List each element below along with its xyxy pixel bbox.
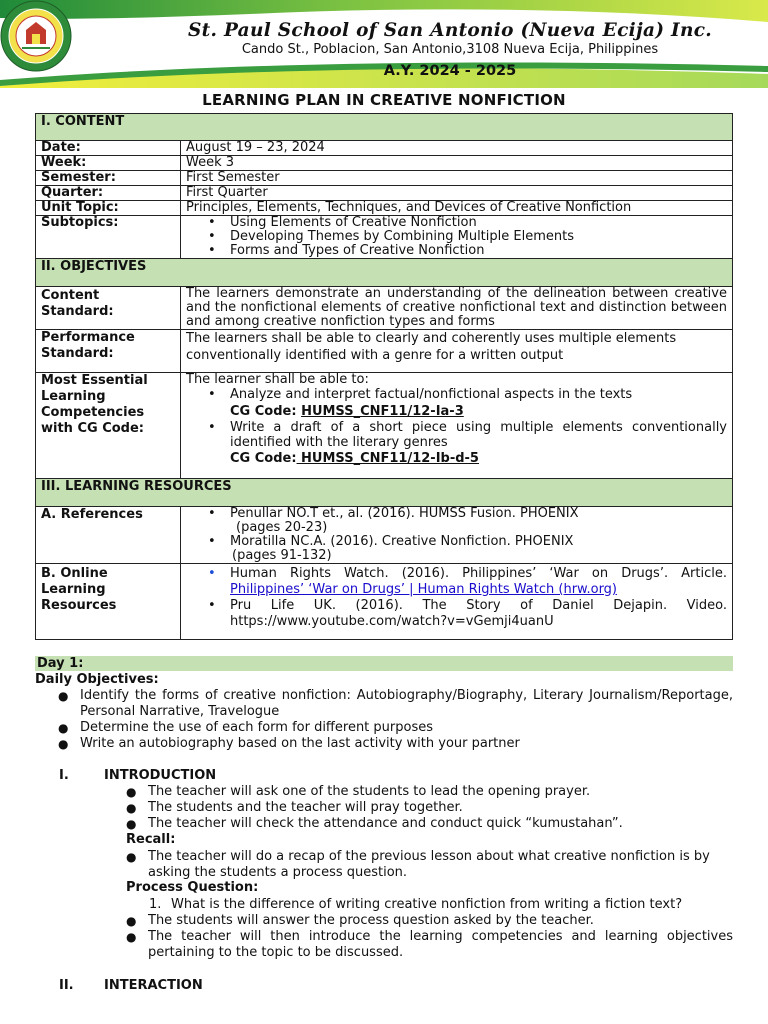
online-resources-cell (181, 564, 733, 640)
table-row (36, 564, 733, 640)
table-row (36, 287, 733, 330)
cg-label: CG Code: (230, 404, 297, 419)
row-label: Week: (36, 156, 181, 171)
table-row (36, 507, 733, 564)
document-title: LEARNING PLAN IN CREATIVE NONFICTION (202, 91, 566, 109)
list-item: ● Write an autobiography based on the last activity with your partner (58, 736, 733, 752)
daily-objectives-label (35, 672, 159, 688)
list-item: • Using Elements of Creative Nonfiction (208, 216, 727, 230)
row-label: Content Standard: (36, 287, 181, 330)
table-row (36, 201, 733, 216)
list-item: ● Determine the use of each form for different purposes (58, 720, 733, 736)
list-item (208, 598, 727, 630)
table-row (36, 171, 733, 186)
section-heading: III. LEARNING RESOURCES (36, 479, 733, 507)
cg-code-1 (186, 403, 727, 420)
reference-pages: (pages 20-23) (236, 520, 328, 535)
table-row (36, 186, 733, 201)
reference-text: • Moratilla NC.A. (2016). Creative Nonfiction. PHOENIX (230, 534, 574, 549)
recall-label (126, 832, 175, 848)
section-number: I. (59, 768, 69, 783)
list-item: • Analyze and interpret factual/nonfictional aspects in the texts (208, 387, 727, 403)
school-address: Cando St., Poblacion, San Antonio,3108 Nueva Ecija, Philippines (241, 42, 659, 57)
list-item (208, 507, 727, 535)
daily-objectives-list (58, 688, 733, 752)
list-item: ● The teacher will then introduce the learning competencies and learning objectives pertaining to the topic to be discussed. (126, 929, 733, 961)
process-question-label (126, 880, 258, 896)
row-label: Unit Topic: (36, 201, 181, 216)
row-label: Performance Standard: (36, 330, 181, 373)
week-value: Week 3 (181, 156, 733, 171)
row-label: B. Online Learning Resources (36, 564, 181, 640)
cg-label: CG Code: (230, 451, 297, 466)
process-question-list (126, 913, 733, 961)
subtopics-list (186, 216, 727, 258)
process-question-text: What is the difference of writing creative nonfiction from writing a fiction text? (171, 897, 683, 912)
reference-pages: (pages 91-132) (232, 548, 332, 563)
list-item: ● The teacher will do a recap of the previous lesson about what creative nonfiction is by asking the students a process question. (126, 849, 733, 881)
list-item: ● The teacher will ask one of the students to lead the opening prayer. (126, 784, 733, 800)
hrw-article-link[interactable]: Philippines’ ‘War on Drugs’ | Human Rights Watch (hrw.org) (230, 582, 618, 597)
row-label: A. References (36, 507, 181, 564)
list-item: ● The students will answer the process question asked by the teacher. (126, 913, 733, 929)
list-item: • Developing Themes by Combining Multiple Elements (208, 230, 727, 244)
process-question-number: 1. (149, 897, 162, 912)
list-item (208, 535, 727, 563)
section-content-row (36, 114, 733, 141)
cg-code-2 (186, 450, 727, 468)
date-value: August 19 – 23, 2024 (181, 141, 733, 156)
section-heading: I. CONTENT (36, 114, 733, 141)
online-resource-text: • Human Rights Watch. (2016). Philippines’ ‘War on Drugs’. Article. (230, 566, 727, 581)
row-label: Subtopics: (36, 216, 181, 259)
recall-heading: Recall: (126, 832, 176, 847)
list-item: ● Identify the forms of creative nonfiction: Autobiography/Biography, Literary Journalism/Reportage, Personal Narrative, Travelogue (58, 688, 733, 720)
table-row (36, 373, 733, 479)
online-resource-text: • Pru Life UK. (2016). The Story of Daniel Dejapin. Video. (230, 598, 727, 613)
references-list (186, 507, 727, 563)
row-label: Date: (36, 141, 181, 156)
list-item: ● The students and the teacher will pray together. (126, 800, 733, 816)
table-row (36, 156, 733, 171)
content-standard-value: The learners demonstrate an understanding of the delineation between creative and the nonfictional elements of creative nonfictional text and distinction between and among creative nonfiction types and forms (181, 287, 733, 330)
section-heading: II. OBJECTIVES (36, 259, 733, 287)
academic-year: A.Y. 2024 - 2025 (383, 63, 517, 79)
cg-code-value: HUMSS_CNF11/12-Ib-d-5 (296, 451, 479, 466)
table-row (36, 330, 733, 373)
process-question-heading: Process Question: (126, 880, 259, 895)
table-row (36, 216, 733, 259)
subtopics-list-cell (181, 216, 733, 259)
section-objectives-row (36, 259, 733, 287)
list-item: • Forms and Types of Creative Nonfiction (208, 244, 727, 258)
quarter-value: First Quarter (181, 186, 733, 201)
melc-list (186, 420, 727, 450)
melc-cell (181, 373, 733, 479)
recall-list (126, 849, 733, 881)
day-heading: Day 1: (35, 656, 733, 671)
online-resources-list (186, 566, 727, 630)
daily-objectives-heading: Daily Objectives: (35, 672, 159, 687)
row-label: Most Essential Learning Competencies with CG Code: (36, 373, 181, 479)
section-resources-row (36, 479, 733, 507)
interaction-heading: INTERACTION (104, 978, 203, 993)
melc-list (186, 387, 727, 403)
references-cell (181, 507, 733, 564)
introduction-list (126, 784, 733, 832)
cg-code-value: HUMSS_CNF11/12-Ia-3 (301, 404, 464, 419)
unit-value: Principles, Elements, Techniques, and Devices of Creative Nonfiction (181, 201, 733, 216)
row-label: Semester: (36, 171, 181, 186)
school-seal (0, 0, 72, 72)
section-number: II. (59, 978, 74, 993)
table-row (36, 141, 733, 156)
row-label: Quarter: (36, 186, 181, 201)
introduction-heading: INTRODUCTION (104, 768, 217, 783)
performance-standard-value: The learners shall be able to clearly and coherently uses multiple elements conventionally identified with a genre for a written output (181, 330, 733, 373)
melc-intro: The learner shall be able to: (186, 372, 369, 387)
list-item (208, 566, 727, 598)
header-banner (0, 0, 768, 88)
list-item: ● The teacher will check the attendance and conduct quick “kumustahan”. (126, 816, 733, 832)
learning-plan-table (35, 113, 733, 640)
list-item: • Write a draft of a short piece using multiple elements conventionally identified with the literary genres (208, 420, 727, 450)
school-name: St. Paul School of San Antonio (Nueva Ecija) Inc. (187, 20, 713, 41)
reference-text: • Penullar NO.T et., al. (2016). HUMSS Fusion. PHOENIX (230, 506, 579, 521)
video-url: https://www.youtube.com/watch?v=vGemji4uanU (230, 614, 554, 629)
semester-value: First Semester (181, 171, 733, 186)
